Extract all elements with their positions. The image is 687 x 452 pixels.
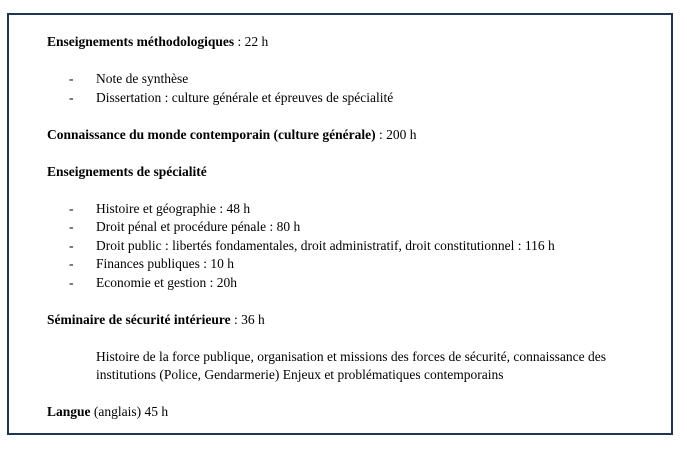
specialty-item-finances: Finances publiques : 10 h (96, 256, 234, 271)
bullet-dash: - (69, 256, 74, 271)
specialty-title: Enseignements de spécialité (47, 164, 207, 179)
bullet-dash: - (69, 219, 74, 234)
contemporary-heading (47, 126, 417, 144)
specialty-item-droit-public: Droit public : libertés fondamentales, droit administratif, droit constitutionnel : 116 h (96, 238, 555, 253)
specialty-item-droit-penal: Droit pénal et procédure pénale : 80 h (96, 219, 301, 234)
methodological-heading (47, 33, 268, 51)
methodological-title: Enseignements méthodologiques (47, 34, 235, 49)
bullet-dash: - (69, 275, 74, 290)
bullet-dash: - (69, 90, 74, 105)
specialty-item-economie: Economie et gestion : 20h (96, 275, 237, 290)
specialty-item-histoire: Histoire et géographie : 48 h (96, 201, 251, 216)
bullet-dash: - (69, 238, 74, 253)
seminar-hours: : 36 h (230, 312, 265, 327)
language-detail: (anglais) 45 h (90, 404, 169, 419)
language-heading (47, 403, 168, 421)
bullet-dash: - (69, 71, 74, 86)
methodological-item-synthese: Note de synthèse (96, 71, 189, 86)
seminar-heading (47, 311, 265, 329)
contemporary-title: Connaissance du monde contemporain (culture générale) (47, 127, 376, 142)
seminar-description: Histoire de la force publique, organisation et missions des forces de sécurité, connaissance des institutions (Police, Gendarmerie) Enjeux et problématiques contemporains (96, 349, 606, 382)
seminar-title: Séminaire de sécurité intérieure (47, 312, 231, 327)
methodological-item-dissertation: Dissertation : culture générale et épreuves de spécialité (96, 90, 394, 105)
language-title: Langue (47, 404, 91, 419)
methodological-hours: : 22 h (234, 34, 269, 49)
contemporary-hours: : 200 h (375, 127, 417, 142)
bullet-dash: - (69, 201, 74, 216)
